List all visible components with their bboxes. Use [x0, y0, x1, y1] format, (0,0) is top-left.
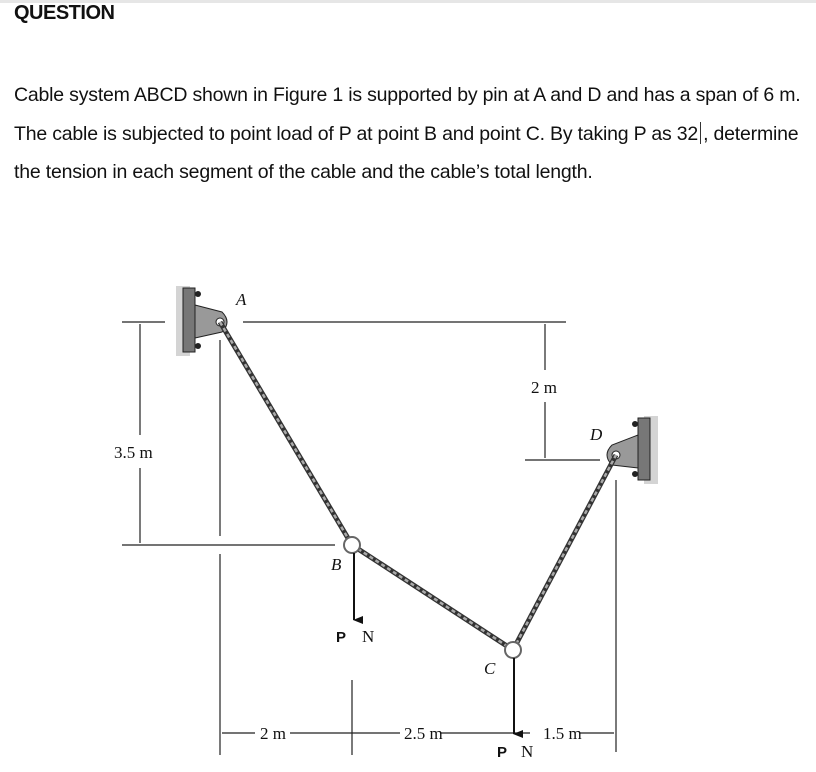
dim-span-1: 2 m	[260, 724, 286, 743]
load-b-unit: N	[362, 627, 375, 646]
pin-support-a	[176, 286, 227, 356]
ring-c	[505, 642, 521, 658]
load-c-symbol: P	[497, 744, 508, 761]
label-c: C	[484, 659, 496, 678]
ring-b	[344, 537, 360, 553]
pin-support-d	[607, 416, 658, 484]
label-b: B	[331, 555, 342, 574]
question-heading: QUESTION	[14, 2, 115, 24]
dim-span-3: 1.5 m	[543, 724, 582, 743]
load-b-symbol: P	[336, 629, 347, 646]
label-d: D	[590, 425, 603, 444]
dim-span-2: 2.5 m	[404, 724, 443, 743]
question-text-part1: Cable system ABCD shown in Figure 1 is supported by pin at A and D and has a span of 6 m. The cable is subjected to point load of P at point B and point C. By taking P as 32	[14, 84, 801, 145]
cable	[220, 322, 616, 658]
label-a: A	[236, 290, 247, 309]
dim-left-vertical: 3.5 m	[114, 443, 153, 462]
question-text-part2: , determine the tension in each segment of the cable and the cable’s total length.	[14, 122, 799, 183]
dim-right-vertical: 2 m	[531, 378, 557, 397]
load-c-unit: N	[521, 742, 534, 761]
